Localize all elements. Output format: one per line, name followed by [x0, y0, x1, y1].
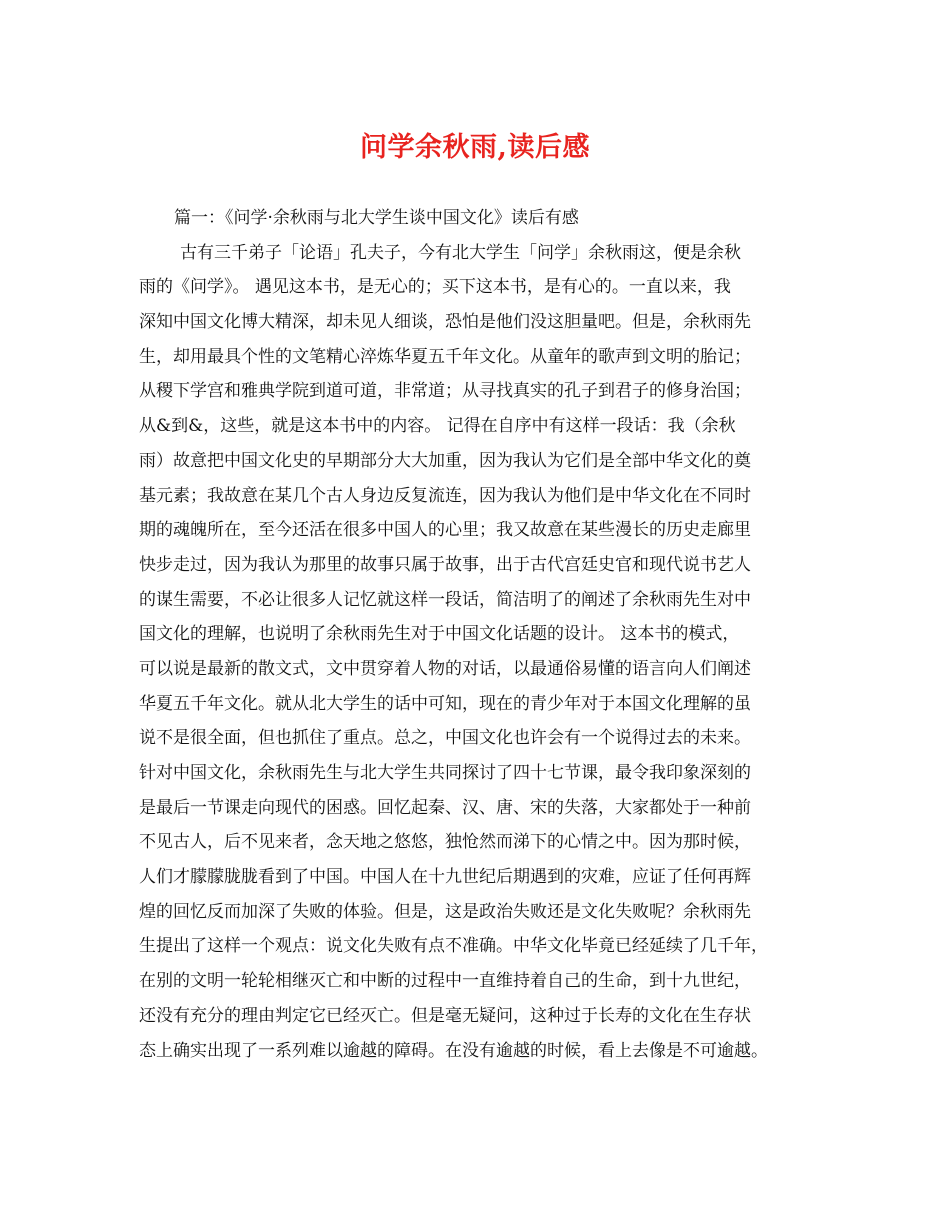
text-line: 从&到&，这些，就是这本书中的内容。 记得在自序中有这样一段话：我（余秋: [139, 416, 736, 437]
text-line: 煌的回忆反而加深了失败的体验。但是，这是政治失败还是文化失败呢？余秋雨先: [139, 901, 751, 922]
text-line: 雨的《问学》。 遇见这本书，是无心的；买下这本书，是有心的。一直以来，我: [139, 277, 731, 298]
text-line: 说不是很全面，但也抓住了重点。总之，中国文化也许会有一个说得过去的未来。: [139, 728, 751, 749]
text-line: 雨）故意把中国文化史的早期部分大大加重，因为我认为它们是全部中华文化的奠: [139, 450, 751, 471]
text-line: 期的魂魄所在，至今还活在很多中国人的心里；我又故意在某些漫长的历史走廊里: [139, 520, 751, 541]
document-body: [139, 201, 829, 1068]
text-line: 古有三千弟子「论语」孔夫子，今有北大学生「问学」余秋雨这，便是余秋: [180, 242, 741, 263]
text-line: 生提出了这样一个观点：说文化失败有点不准确。中华文化毕竟已经延续了几千年，: [139, 936, 768, 957]
text-line: 还没有充分的理由判定它已经灭亡。但是毫无疑问，这种过于长寿的文化在生存状: [139, 1005, 751, 1026]
text-line: 可以说是最新的散文式，文中贯穿着人物的对话，以最通俗易懂的语言向人们阐述: [139, 658, 751, 679]
text-line: 的谋生需要，不必让很多人记忆就这样一段话，简洁明了的阐述了余秋雨先生对中: [139, 589, 751, 610]
text-line: 不见古人，后不见来者，念天地之悠悠，独怆然而涕下的心情之中。因为那时候，: [139, 832, 751, 853]
text-line: 生，却用最具个性的文笔精心淬炼华夏五千年文化。从童年的歌声到文明的胎记；: [139, 346, 751, 367]
text-line: 针对中国文化，余秋雨先生与北大学生共同探讨了四十七节课，最令我印象深刻的: [139, 763, 751, 783]
text-line: 是最后一节课走向现代的困惑。回忆起秦、汉、唐、宋的失落，大家都处于一种前: [139, 797, 751, 818]
text-line: 基元素；我故意在某几个古人身边反复流连，因为我认为他们是中华文化在不同时: [139, 485, 751, 506]
text-line: 华夏五千年文化。就从北大学生的话中可知，现在的青少年对于本国文化理解的虽: [139, 693, 751, 714]
document-title: 问学余秋雨,读后感: [360, 132, 590, 163]
text-line: 在别的文明一轮轮相继灭亡和中断的过程中一直维持着自己的生命，到十九世纪，: [139, 971, 751, 992]
text-line: 深知中国文化博大精深，却未见人细谈，恐怕是他们没这胆量吧。但是，余秋雨先: [139, 312, 751, 333]
text-line: 国文化的理解，也说明了余秋雨先生对于中国文化话题的设计。 这本书的模式，: [139, 624, 740, 645]
text-line: 快步走过，因为我认为那里的故事只属于故事，出于古代宫廷史官和现代说书艺人: [139, 554, 751, 575]
text-line: 态上确实出现了一系列难以逾越的障碍。在没有逾越的时候，看上去像是不可逾越。: [139, 1040, 768, 1061]
text-line: 从稷下学宫和雅典学院到道可道，非常道；从寻找真实的孔子到君子的修身治国；: [139, 381, 751, 402]
section-heading: 篇一：《问学·余秋雨与北大学生谈中国文化》读后有感: [174, 208, 579, 228]
text-line: 人们才朦朦胧胧看到了中国。中国人在十九世纪后期遇到的灾难，应证了任何再辉: [139, 867, 751, 888]
